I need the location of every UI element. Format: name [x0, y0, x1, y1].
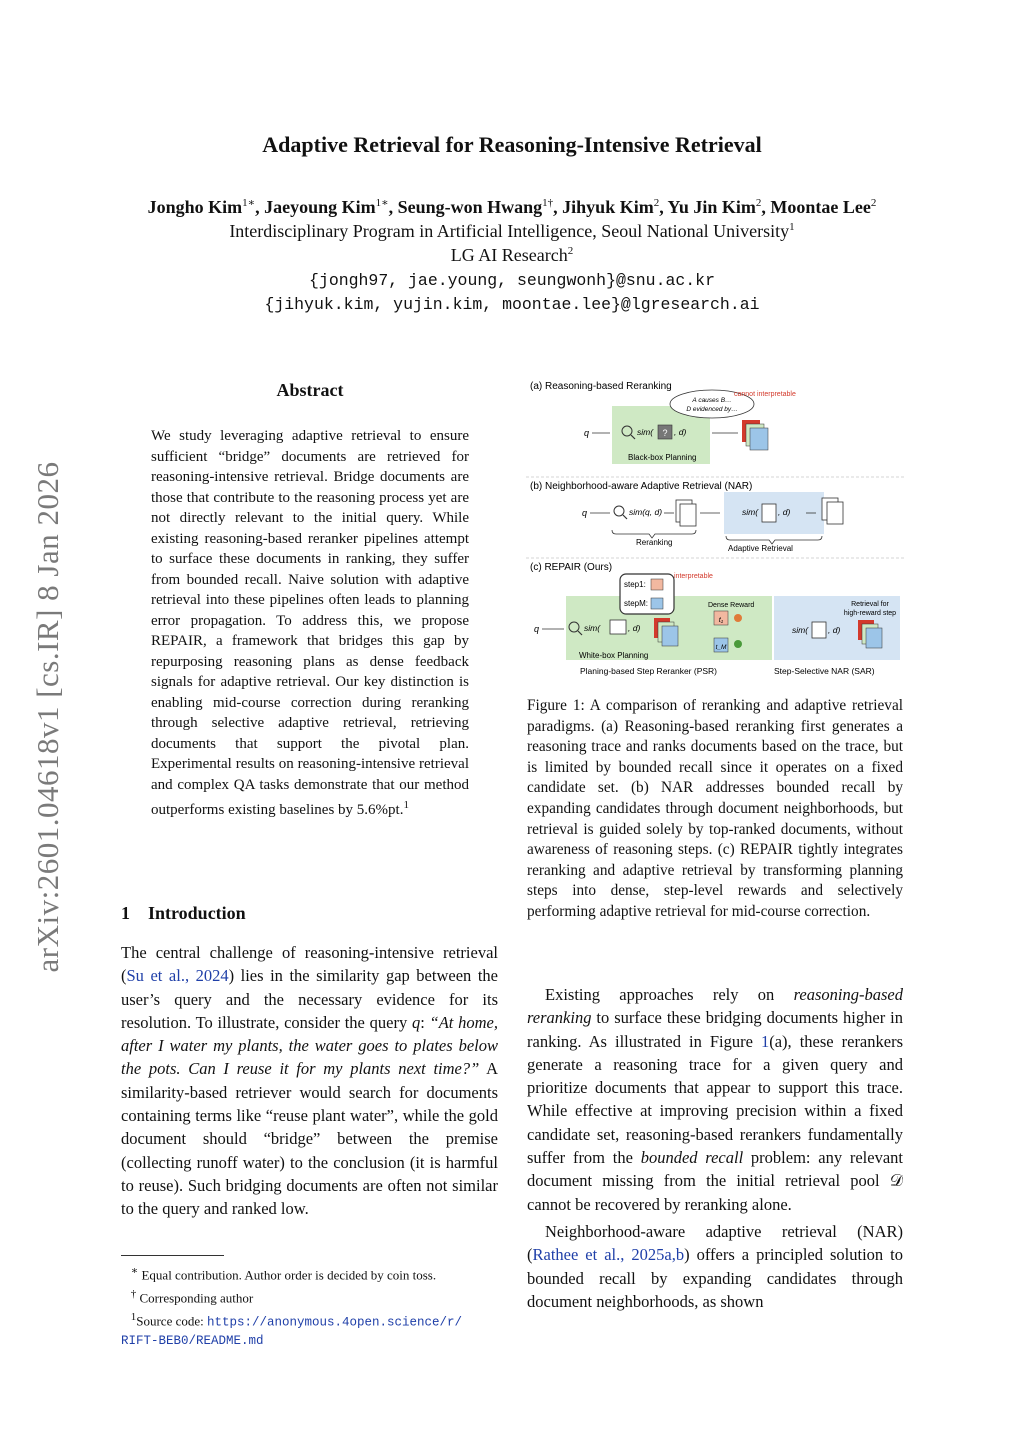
- svg-text:high-reward step: high-reward step: [843, 610, 897, 617]
- search-icon: [614, 506, 624, 516]
- footnote: ∗ Equal contribution. Author order is decided by coin toss.: [130, 1265, 437, 1283]
- footnote: $^1$Source code: https://anonymous.4open.science/r/: [130, 1310, 463, 1329]
- svg-text:Retrieval for: Retrieval for: [851, 601, 889, 608]
- svg-text:q: q: [584, 428, 590, 438]
- svg-text:step1:: step1:: [624, 580, 646, 589]
- open-box-icon: [610, 620, 626, 634]
- svg-text:t₁: t₁: [718, 617, 724, 624]
- author: Moontae Lee$^2$: [770, 197, 877, 217]
- svg-text:q: q: [534, 624, 540, 634]
- svg-text:, d): , d): [628, 623, 641, 633]
- figure-caption: Figure 1: A comparison of reranking and adaptive retrieval paradigms. (a) Reasoning-based reranking first generates a reasoning trace and ranks documents based on the trace, but is limited by bounded recall since it operates on a fixed candidate set. (b) NAR addresses bounded recall by expanding candidates through document neighborhoods, but retrieval is guided solely by top-ranked documents, without awareness of reasoning steps. (c) REPAIR tightly integrates reranking and adaptive retrieval by transforming planning steps into dense, step-level rewards and selectively performing adaptive retrieval for mid-course correction.: [527, 697, 903, 920]
- author: Seung-won Hwang$^{1\dagger}$: [397, 197, 554, 217]
- author-list: Jongho Kim$^{1∗}$, Jaeyoung Kim$^{1∗}$, Seung-won Hwang$^{1\dagger}$, Jihyuk Kim$^2$, Yu Jin Kim$^2$, Moontae Lee$^2$: [147, 197, 877, 217]
- svg-text:sim(: sim(: [792, 625, 809, 635]
- svg-text:Planing-based Step Reranker (P: Planing-based Step Reranker (PSR): [580, 666, 718, 676]
- source-code-link-cont[interactable]: RIFT-BEB0/README.md: [121, 1334, 264, 1349]
- footnotes: [121, 1262, 501, 1351]
- author: Jihyuk Kim$^2$: [562, 197, 660, 217]
- panel-b-title: (b) Neighborhood-aware Adaptive Retrieval (NAR): [530, 481, 753, 492]
- footnote: † Corresponding author: [130, 1287, 254, 1306]
- interpretable-flag: interpretable: [674, 573, 713, 580]
- arxiv-stamp: arXiv:2601.04618v1 [cs.IR] 8 Jan 2026: [30, 461, 65, 973]
- source-code-link[interactable]: https://anonymous.4open.science/r/: [207, 1314, 463, 1329]
- citation-link[interactable]: Su et al., 2024: [126, 966, 229, 986]
- svg-text:A causes B…: A causes B…: [692, 397, 732, 404]
- author: Yu Jin Kim$^2$: [667, 197, 762, 217]
- figure-1: [524, 374, 908, 686]
- intro-paragraph: The central challenge of reasoning-intensive retrieval (Su et al., 2024) lies in the similarity gap between the user’s query and the necessary evidence for its resolution. To illustrate, consider the query q: “At home, after I water my plants, the water goes to plates below the pots. Can I reuse it for my plants next time?” A similarity-based retriever would search for documents containing terms like “reuse plant water”, while the gold document should “bridge” between the premise (collecting runoff water) to the conclusion (it is harmful to reuse). Such bridging documents are often not similar to the query and ranked low.: [121, 943, 498, 1219]
- svg-text:?: ?: [662, 428, 668, 438]
- author: Jongho Kim$^{1∗}$: [147, 197, 256, 217]
- svg-text:sim(q, d): sim(q, d): [629, 507, 663, 517]
- thumb-down-icon: [734, 614, 742, 622]
- figure-ref-link[interactable]: 1: [760, 1031, 770, 1051]
- svg-text:Black-box Planning: Black-box Planning: [628, 453, 697, 462]
- svg-text:, d): , d): [828, 625, 841, 635]
- svg-text:Reranking: Reranking: [636, 538, 673, 547]
- abstract-body: We study leveraging adaptive retrieval to ensure sufficient “bridge” documents are retrieved for reasoning-intensive retrieval. Bridge documents are those that contribute to the reasoning process yet are not directly relevant to the initial query. While existing reasoning-based reranker pipelines attempt to surface these documents in ranking, they suffer from bounded recall. Naive solution with adaptive retrieval into these pipelines often leads to planning error propagation. To address this, we propose REPAIR, a framework that bridges this gap by repurposing reasoning plans as dense feedback signals for adaptive retrieval. Our key distinction is enabling mid-course correction during reranking through selective adaptive retrieval, retrieving documents that support the pivotal plan. Experimental results on reasoning-intensive retrieval and complex QA tasks demonstrate that our method outperforms existing baselines by 5.6%pt.$^1$: [151, 428, 469, 818]
- body-paragraph-3: Neighborhood-aware adaptive retrieval (NAR) (Rathee et al., 2025a,b) offers a principled solution to bounded recall by expanding candidates through document neighborhoods, as shown: [527, 1221, 904, 1311]
- affiliation-1: Interdisciplinary Program in Artificial Intelligence, Seoul National University$^1$: [229, 221, 795, 241]
- svg-text:stepM:: stepM:: [624, 599, 649, 608]
- svg-text:sim(: sim(: [637, 427, 654, 437]
- footnote-rule: [121, 1255, 224, 1256]
- svg-text:D evidenced by…: D evidenced by…: [686, 406, 738, 413]
- svg-text:, d): , d): [674, 427, 687, 437]
- svg-text:, d): , d): [778, 507, 791, 517]
- email-line-1: {jongh97, jae.young, seungwonh}@snu.ac.kr: [309, 271, 715, 290]
- cannot-interpretable-flag: cannot interpretable: [734, 391, 796, 398]
- svg-text:Dense Reward: Dense Reward: [708, 602, 755, 609]
- svg-text:sim(: sim(: [742, 507, 759, 517]
- affiliation-2: LG AI Research$^2$: [450, 245, 574, 265]
- author: Jaeyoung Kim$^{1∗}$: [264, 197, 389, 217]
- svg-text:t_M: t_M: [715, 644, 727, 651]
- svg-text:White-box Planning: White-box Planning: [579, 651, 649, 660]
- abstract-heading: Abstract: [276, 380, 344, 400]
- svg-text:Adaptive Retrieval: Adaptive Retrieval: [728, 544, 793, 553]
- svg-text:sim(: sim(: [584, 623, 601, 633]
- panel-c-title: (c) REPAIR (Ours): [530, 562, 613, 573]
- panel-a-title: (a) Reasoning-based Reranking: [530, 381, 672, 392]
- svg-text:Step-Selective NAR (SAR): Step-Selective NAR (SAR): [774, 666, 875, 676]
- citation-link[interactable]: Rathee et al., 2025a,b: [532, 1245, 685, 1265]
- thumb-up-icon: [734, 640, 742, 648]
- paper-title: Adaptive Retrieval for Reasoning-Intensive Retrieval: [262, 132, 762, 157]
- intro-heading: 1 Introduction: [121, 903, 246, 923]
- svg-text:q: q: [582, 508, 588, 518]
- email-line-2: {jihyuk.kim, yujin.kim, moontae.lee}@lgresearch.ai: [264, 295, 760, 314]
- body-paragraph-2: Existing approaches rely on reasoning-based reranking to surface these bridging documents higher in ranking. As illustrated in Figure 1(a), these rerankers generate a reasoning trace for a given query and prioritize documents that appear to support this trace. While effective at improving precision within a fixed candidate set, reasoning-based rerankers fundamentally suffer from the bounded recall problem: any relevant document missing from the initial retrieval pool 𝒟 cannot be recovered by reranking alone. Neighborhood-aware adaptive retrieval (NAR) (Rathee et al., 2025a,b) offers a principled solution to bounded recall by expanding candidates through document neighborhoods, as shown: [527, 983, 903, 1313]
